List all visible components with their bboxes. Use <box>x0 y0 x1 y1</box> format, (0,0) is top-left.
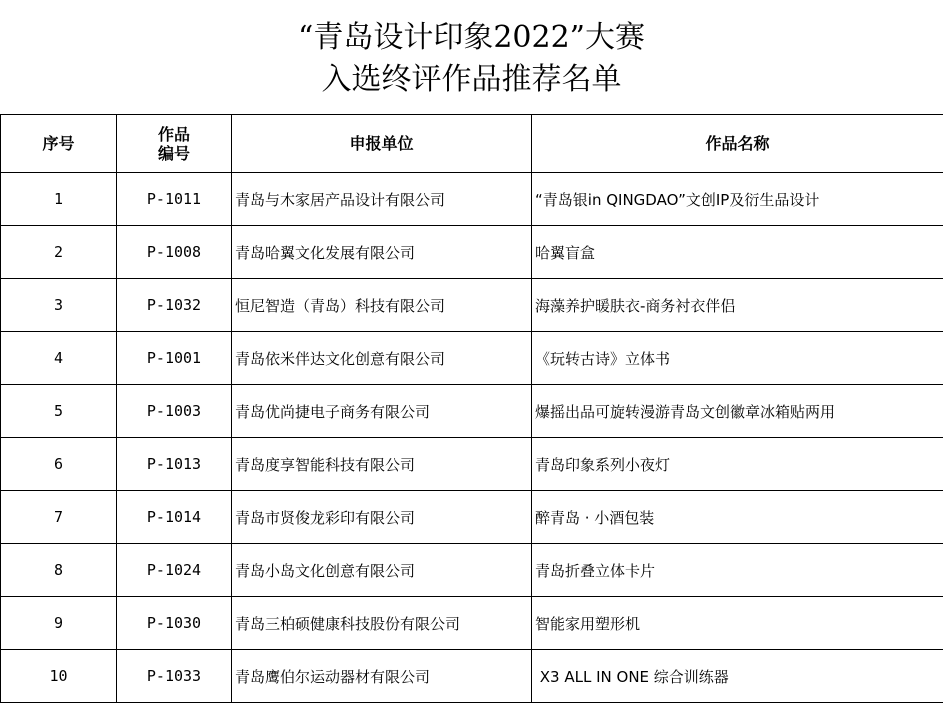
header-unit: 申报单位 <box>232 115 532 173</box>
cell-work: 哈翼盲盒 <box>532 226 943 279</box>
cell-code: P-1024 <box>117 544 232 597</box>
table-row <box>1 226 943 279</box>
cell-code: P-1008 <box>117 226 232 279</box>
cell-serial: 4 <box>1 332 117 385</box>
table-row <box>1 438 943 491</box>
cell-work: 青岛折叠立体卡片 <box>532 544 943 597</box>
cell-code: P-1011 <box>117 173 232 226</box>
cell-unit: 青岛度享智能科技有限公司 <box>232 438 532 491</box>
cell-code: P-1014 <box>117 491 232 544</box>
cell-serial: 10 <box>1 650 117 703</box>
cell-unit: 青岛与木家居产品设计有限公司 <box>232 173 532 226</box>
cell-unit: 青岛市贤俊龙彩印有限公司 <box>232 491 532 544</box>
table-row <box>1 385 943 438</box>
cell-work: “青岛银in QINGDAO”文创IP及衍生品设计 <box>532 173 943 226</box>
cell-serial: 3 <box>1 279 117 332</box>
cell-work: 智能家用塑形机 <box>532 597 943 650</box>
cell-work: 海藻养护暖肤衣-商务衬衣伴侣 <box>532 279 943 332</box>
title-line-2: 入选终评作品推荐名单 <box>321 62 622 97</box>
table-row <box>1 332 943 385</box>
cell-serial: 7 <box>1 491 117 544</box>
cell-serial: 9 <box>1 597 117 650</box>
nominee-table <box>0 114 943 703</box>
table-row <box>1 173 943 226</box>
cell-work: 《玩转古诗》立体书 <box>532 332 943 385</box>
cell-unit: 青岛鹰伯尔运动器材有限公司 <box>232 650 532 703</box>
header-code: 作品 编号 <box>117 115 232 173</box>
table-row <box>1 544 943 597</box>
header-work: 作品名称 <box>532 115 943 173</box>
cell-serial: 6 <box>1 438 117 491</box>
cell-code: P-1030 <box>117 597 232 650</box>
table-row <box>1 279 943 332</box>
document-title <box>0 0 943 114</box>
header-serial: 序号 <box>1 115 117 173</box>
cell-code: P-1013 <box>117 438 232 491</box>
cell-work: 醉青岛 · 小酒包装 <box>532 491 943 544</box>
cell-work: X3 ALL IN ONE 综合训练器 <box>532 650 943 703</box>
cell-serial: 8 <box>1 544 117 597</box>
cell-unit: 青岛小岛文化创意有限公司 <box>232 544 532 597</box>
cell-work: 爆摇出品可旋转漫游青岛文创徽章冰箱贴两用 <box>532 385 943 438</box>
table-row <box>1 650 943 703</box>
cell-code: P-1003 <box>117 385 232 438</box>
cell-unit: 青岛哈翼文化发展有限公司 <box>232 226 532 279</box>
table-row <box>1 597 943 650</box>
cell-code: P-1001 <box>117 332 232 385</box>
cell-code: P-1033 <box>117 650 232 703</box>
cell-unit: 青岛优尚捷电子商务有限公司 <box>232 385 532 438</box>
cell-serial: 2 <box>1 226 117 279</box>
cell-work: 青岛印象系列小夜灯 <box>532 438 943 491</box>
cell-code: P-1032 <box>117 279 232 332</box>
cell-serial: 5 <box>1 385 117 438</box>
cell-unit: 恒尼智造（青岛）科技有限公司 <box>232 279 532 332</box>
cell-unit: 青岛三柏硕健康科技股份有限公司 <box>232 597 532 650</box>
cell-serial: 1 <box>1 173 117 226</box>
table-header-row <box>1 115 943 173</box>
cell-unit: 青岛依米伴达文化创意有限公司 <box>232 332 532 385</box>
title-line-1: “青岛设计印象2022”大赛 <box>297 20 646 55</box>
table-row <box>1 491 943 544</box>
